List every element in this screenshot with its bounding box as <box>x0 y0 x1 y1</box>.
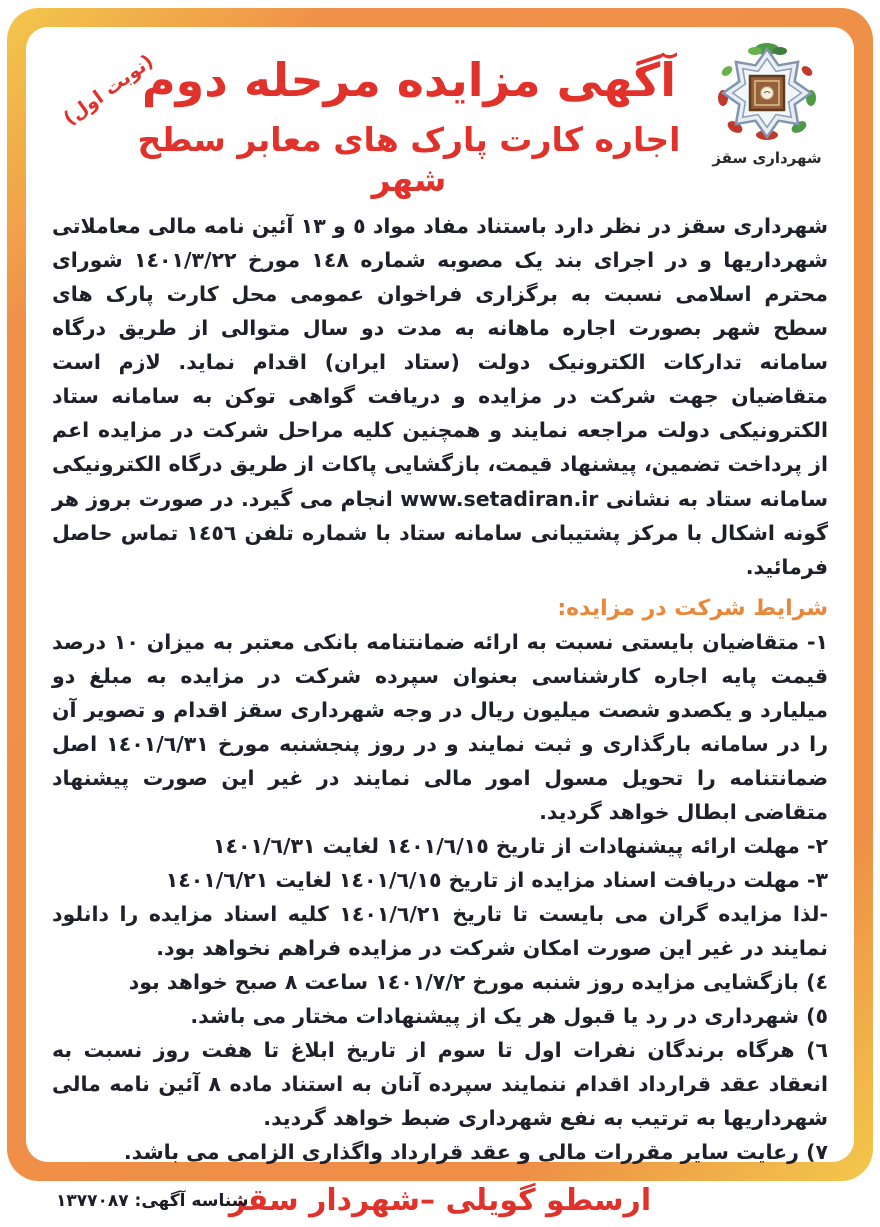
condition-item-6: ٦) هرگاه برندگان نفرات اول تا سوم از تاریخ ابلاغ تا هفت روز نسبت به انعقاد عقد قرارداد اقدام ننمایند سپرده آنان به استناد ماده ٨ آئین نامه مالی شهرداریها به ترتیب به نفع شهرداری ضبط خواهد گردید. <box>52 1037 828 1130</box>
ad-border-frame <box>7 8 873 1218</box>
publication-round-note: (نوبت اول) <box>59 50 158 130</box>
conditions-heading: شرایط شرکت در مزایده: <box>557 595 828 621</box>
mayor-signature: ارسطو گویلی –شهردار سقز <box>228 1182 652 1218</box>
condition-item-2: ٢- مهلت ارائه پیشنهادات از تاریخ ١٤٠١/٦/١٥ لغایت ١٤٠١/٦/٣١ <box>212 833 828 858</box>
condition-item-nota: -لذا مزایده گران می بایست تا تاریخ ١٤٠١/٦/٢١ کلیه اسناد مزایده را دانلود نمایند در غیر این صورت امکان شرکت در مزایده فراهم نخواهد بود. <box>52 901 828 960</box>
ad-body-paragraph: شهرداری سقز در نظر دارد باستناد مفاد مواد ٥ و ١٣ آئین نامه مالی معاملاتی شهرداریها و در اجرای بند یک مصوبه شماره ١٤٨ مورخ ١٤٠١/٣/٢٢ شورای محترم اسلامی نسبت به برگزاری فراخوان عمومی محل کارت پارک های سطح شهر بصورت اجاره ماهانه به مدت دو سال متوالی از طریق درگاه سامانه تدارکات الکترونیک دولت (ستاد ایران) اقدام نماید. لازم است متقاضیان جهت شرکت در مزایده و دریافت گواهی توکن به سامانه ستاد الکترونیکی دولت مراجعه نمایند و همچنین کلیه مراحل شرکت در مزایده اعم از پرداخت تضمین، پیشنهاد قیمت، بازگشایی پاکات از طریق درگاه الکترونیکی سامانه ستاد به نشانی www.setadiran.ir انجام می گیرد. در صورت بروز هر گونه اشکال با مرکز پشتیبانی سامانه ستاد با شماره تلفن ١٤٥٦ تماس حاصل فرمائید. <box>52 214 828 579</box>
ad-header <box>52 39 828 199</box>
municipality-logo-icon <box>717 128 817 147</box>
condition-item-1: ١- متقاضیان بایستی نسبت به ارائه ضمانتنامه بانکی معتبر به میزان ١٠ درصد قیمت پایه اجاره کارشناسی بعنوان سپرده شرکت در مزایده به مبلغ دو میلیارد و یکصدو شصت میلیون ریال در وجه شهرداری سقز اقدام و تصویر آن را در سامانه بارگذاری و ثبت نمایند و در روز پنجشنبه مورخ ١٤٠١/٦/٣١ اصل ضمانتنامه را تحویل مسول امور مالی نمایند در غیر این صورت پیشنهاد متقاضی ابطال خواهد گردید. <box>52 629 828 824</box>
ad-footer <box>52 1179 828 1227</box>
condition-item-5: ٥) شهرداری در رد یا قبول هر یک از پیشنهادات مختار می باشد. <box>190 1003 828 1028</box>
logo-caption: شهرداری سقز <box>712 149 822 167</box>
ad-title: آگهی مزایده مرحله دوم <box>141 53 677 107</box>
logo-block <box>706 39 828 167</box>
condition-item-3: ٣- مهلت دریافت اسناد مزایده از تاریخ ١٤٠١/٦/١٥ لغایت ١٤٠١/٦/٢١ <box>165 867 828 892</box>
condition-item-4: ٤) بازگشایی مزایده روز شنبه مورخ ١٤٠١/٧/٢ ساعت ٨ صبح خواهد بود <box>128 969 828 994</box>
condition-item-7: ٧) رعایت سایر مقررات مالی و عقد قرارداد واگذاری الزامی می باشد. <box>123 1139 828 1164</box>
ad-subtitle: اجاره کارت پارک های معابر سطح شهر <box>137 120 681 199</box>
ad-id: شناسه آگهی: ١٣٧٧٠٨٧ <box>56 1190 249 1211</box>
ad-content-area <box>26 27 854 1218</box>
